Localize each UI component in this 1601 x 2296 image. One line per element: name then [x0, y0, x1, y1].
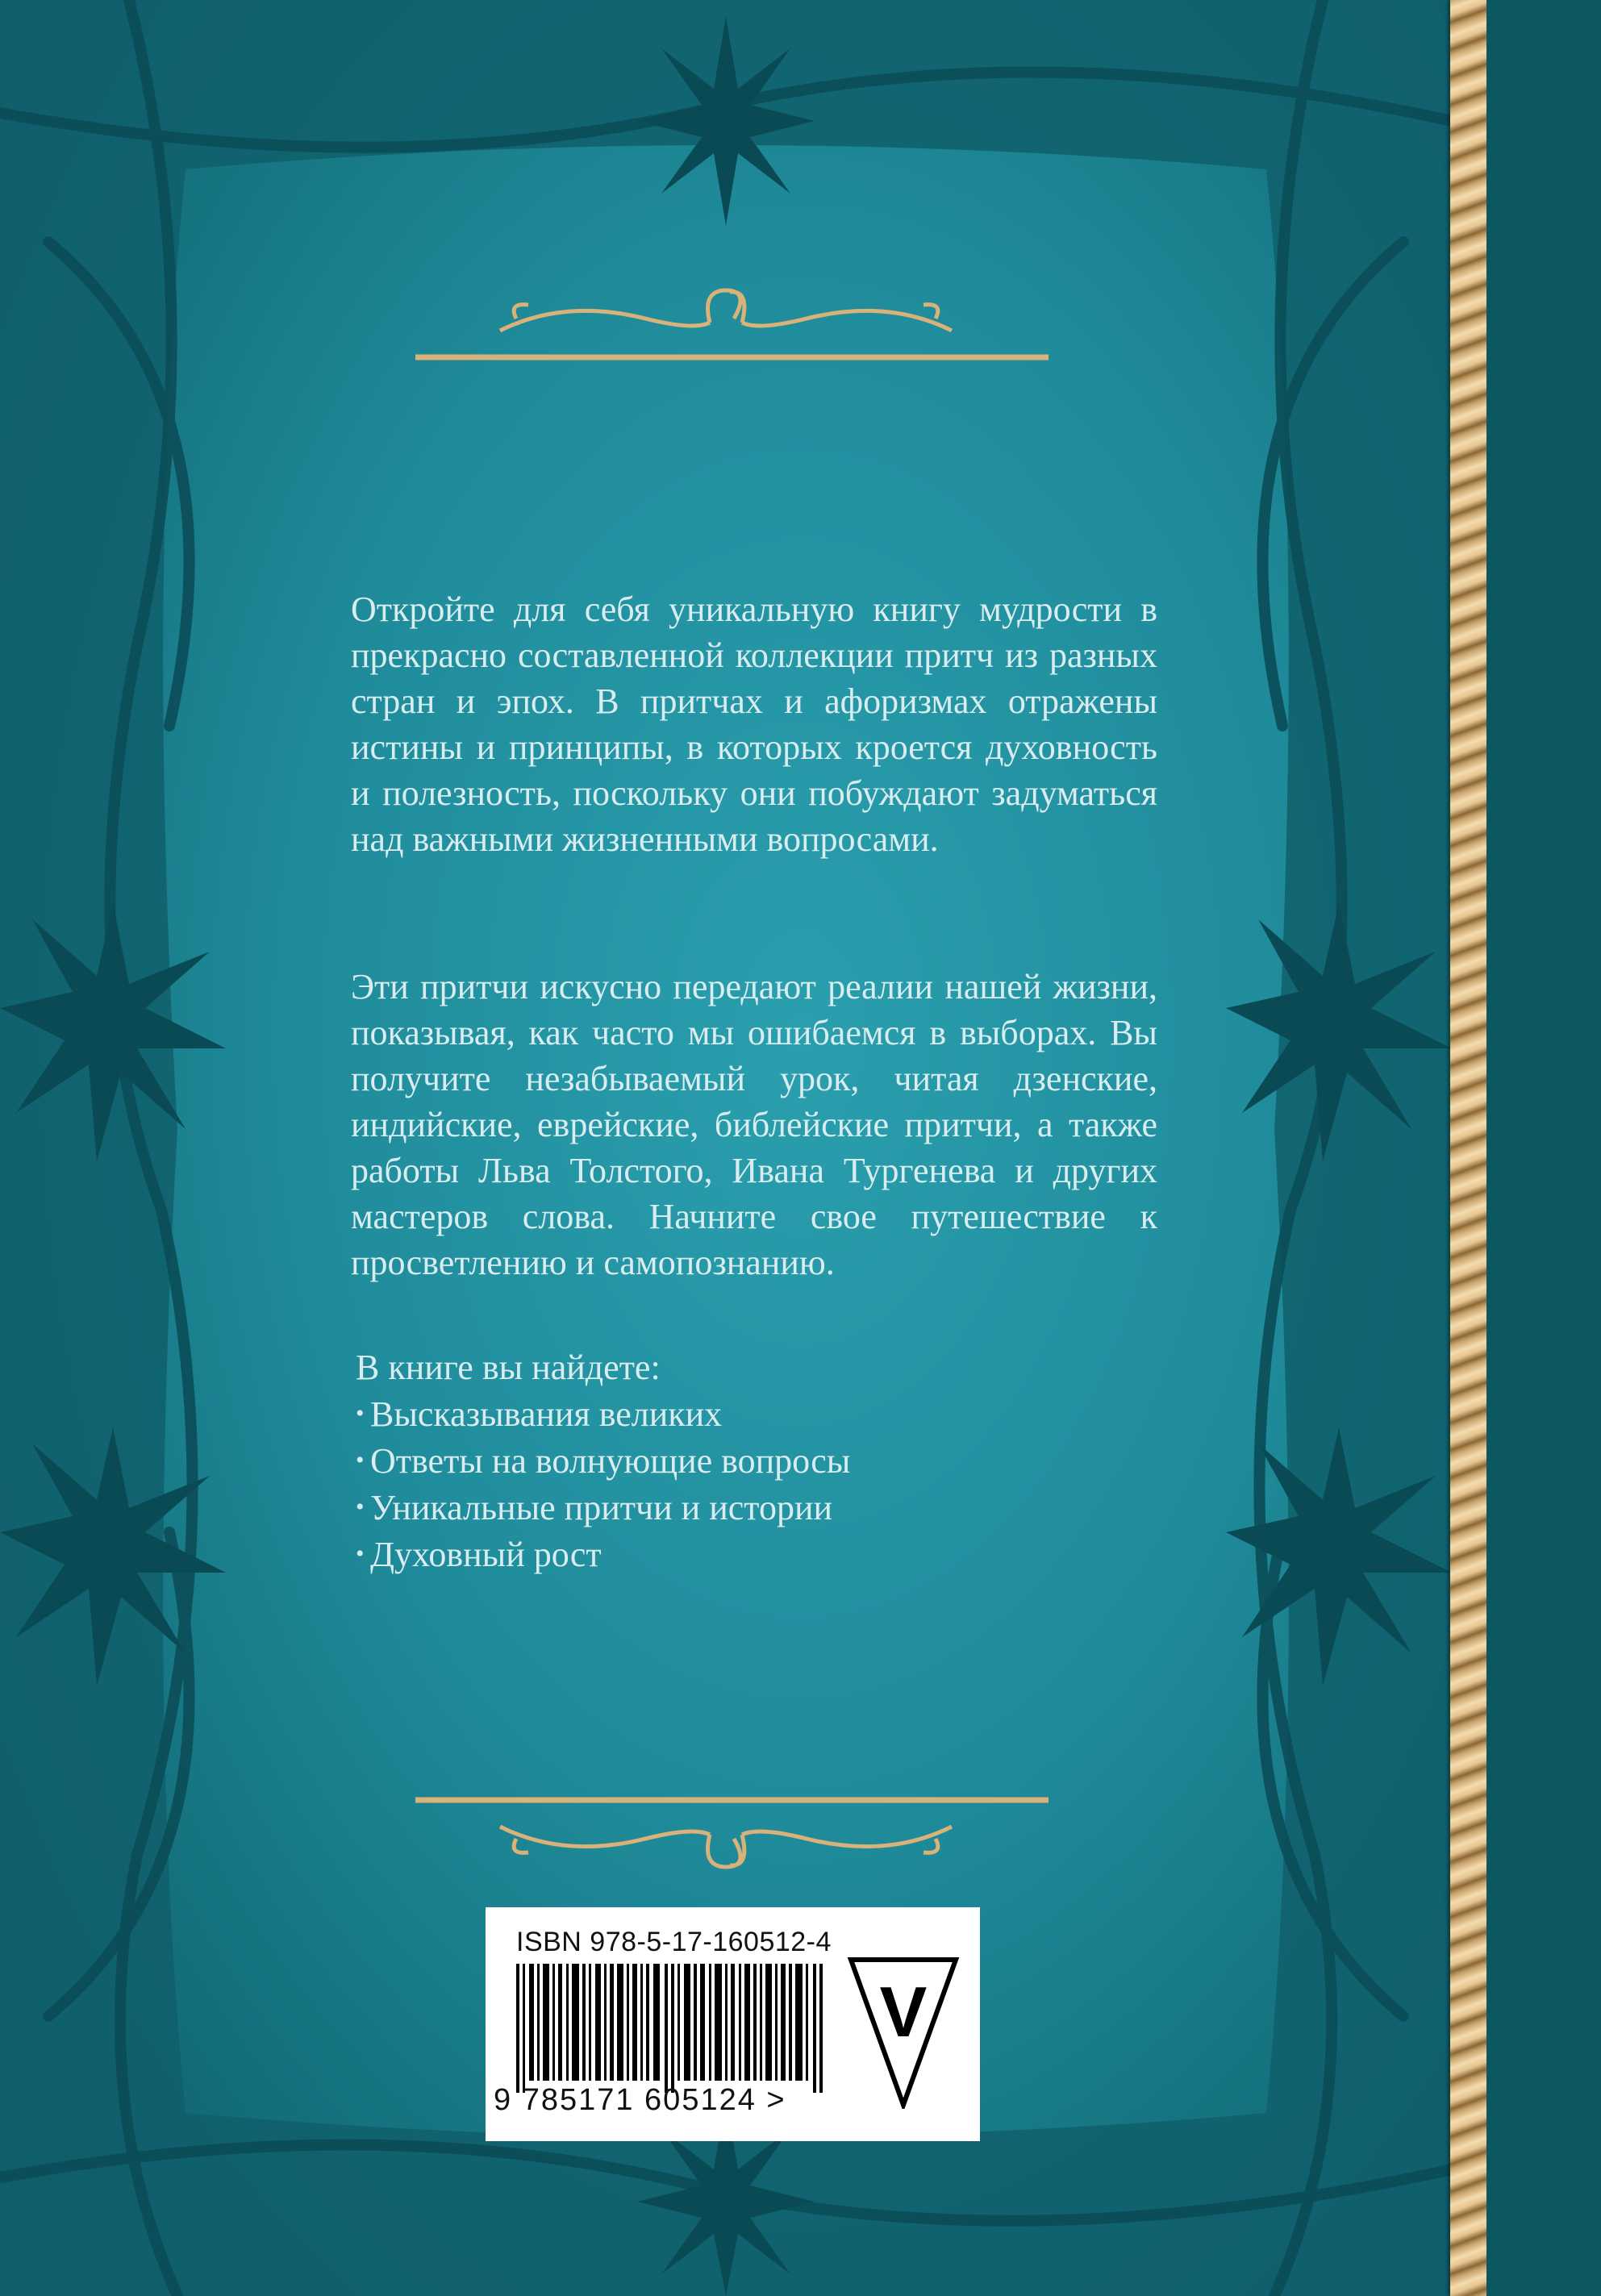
barcode-digits: 9 785171 605124 >	[494, 2083, 786, 2117]
paragraph-text: Откройте для себя уникальную книгу мудрости в прекрасно составленной коллекции притч из разных стран и эпох. В притчах и афоризмах отражены истины и принципы, в которых кроется духовность и полезность, поскольку они побуждают задуматься над важными жизненными вопросами.	[351, 590, 1157, 859]
bottom-gold-flourish	[415, 1800, 1049, 1867]
paragraph-text: Эти притчи искусно передают реалии нашей жизни, показывая, как часто мы ошибаемся в выборах. Вы получите незабываемый урок, читая дзенские, индийские, еврейские, библейские притчи, а также работы Льва Толстого, Ивана Тургенева и других мастеров слова. Начните свое путешествие к просветлению и самопознанию.	[351, 967, 1157, 1282]
feature-item: • Ответы на волнующие вопросы	[356, 1437, 1082, 1484]
feature-item: • Духовный рост	[356, 1531, 1082, 1577]
barcode-icon	[516, 1964, 831, 2093]
feature-item: • Уникальные притчи и истории	[356, 1484, 1082, 1531]
features-heading: В книге вы найдете:	[356, 1348, 661, 1387]
gold-rope-border	[1450, 0, 1486, 2296]
description-paragraph-1	[351, 586, 1157, 862]
book-spine-edge	[1486, 0, 1601, 2296]
top-gold-flourish	[415, 290, 1049, 357]
isbn-label: ISBN 978-5-17-160512-4	[516, 1927, 832, 1957]
publisher-v-logo-icon	[847, 1956, 960, 2109]
features-list	[356, 1344, 1082, 1577]
features-items	[356, 1390, 1082, 1577]
barcode-panel	[486, 1907, 980, 2141]
feature-item: • Высказывания великих	[356, 1390, 1082, 1437]
description-paragraph-2	[351, 964, 1157, 1286]
publisher-letter: V	[879, 1972, 928, 2052]
